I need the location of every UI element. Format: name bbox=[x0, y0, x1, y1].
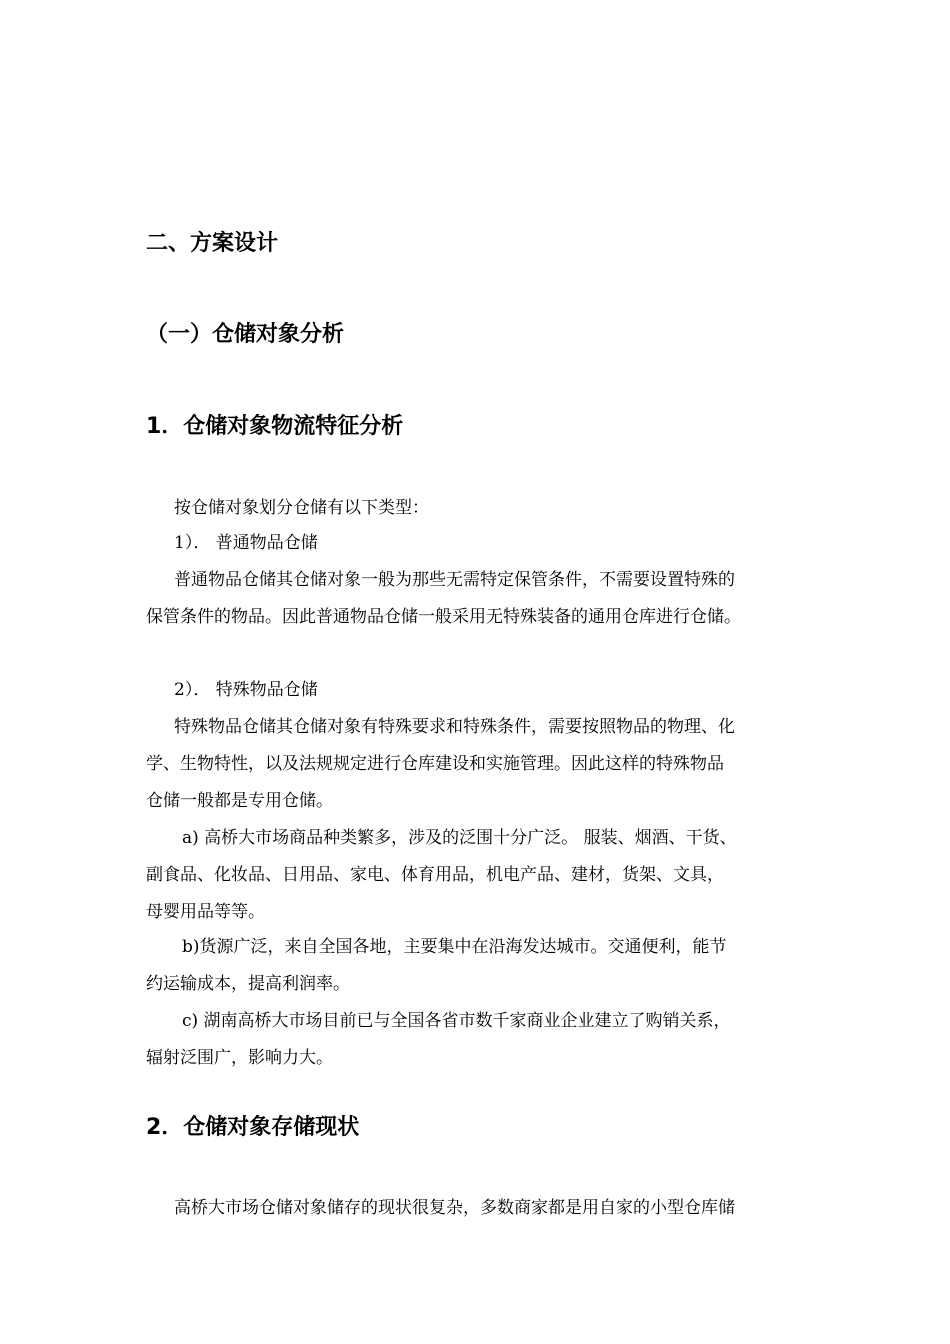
item-2-text-line-3: 仓储一般都是专用仓储。 bbox=[146, 791, 333, 811]
item-1-text-line-2: 保管条件的物品。因此普通物品仓储一般采用无特殊装备的通用仓库进行仓储。 bbox=[146, 607, 741, 627]
point-a-line-3: 母婴用品等等。 bbox=[146, 902, 265, 922]
item-2-text-line-1: 特殊物品仓储其仓储对象有特殊要求和特殊条件，需要按照物品的物理、化 bbox=[174, 717, 735, 737]
subsubsection-heading-1: 1．仓储对象物流特征分析 bbox=[146, 414, 404, 439]
item-2-label: 2）． 特殊物品仓储 bbox=[174, 680, 318, 700]
point-a-line-2: 副食品、化妆品、日用品、家电、体育用品，机电产品、建材，货架、文具， bbox=[146, 865, 724, 885]
item-1-text-line-1: 普通物品仓储其仓储对象一般为那些无需特定保管条件，不需要设置特殊的 bbox=[174, 570, 735, 590]
subsection-heading: （一）仓储对象分析 bbox=[146, 322, 345, 347]
intro-paragraph: 按仓储对象划分仓储有以下类型： bbox=[174, 498, 429, 518]
point-c-line-2: 辐射泛围广，影响力大。 bbox=[146, 1048, 333, 1068]
subsubsection-heading-2: 2．仓储对象存储现状 bbox=[146, 1115, 360, 1140]
point-c-line-1: c) 湖南高桥大市场目前已与全国各省市数千家商业企业建立了购销关系， bbox=[182, 1011, 731, 1031]
storage-status-paragraph: 高桥大市场仓储对象储存的现状很复杂，多数商家都是用自家的小型仓库储 bbox=[174, 1198, 735, 1218]
section-heading: 二、方案设计 bbox=[146, 231, 279, 256]
item-1-label: 1）． 普通物品仓储 bbox=[174, 533, 318, 553]
item-2-text-line-2: 学、生物特性，以及法规规定进行仓库建设和实施管理。因此这样的特殊物品 bbox=[146, 754, 724, 774]
point-b-line-1: b)货源广泛，来自全国各地，主要集中在沿海发达城市。交通便利，能节 bbox=[182, 937, 727, 957]
point-b-line-2: 约运输成本，提高利润率。 bbox=[146, 974, 350, 994]
point-a-line-1: a) 高桥大市场商品种类繁多，涉及的泛围十分广泛。 服装、烟酒、干货、 bbox=[182, 828, 737, 848]
